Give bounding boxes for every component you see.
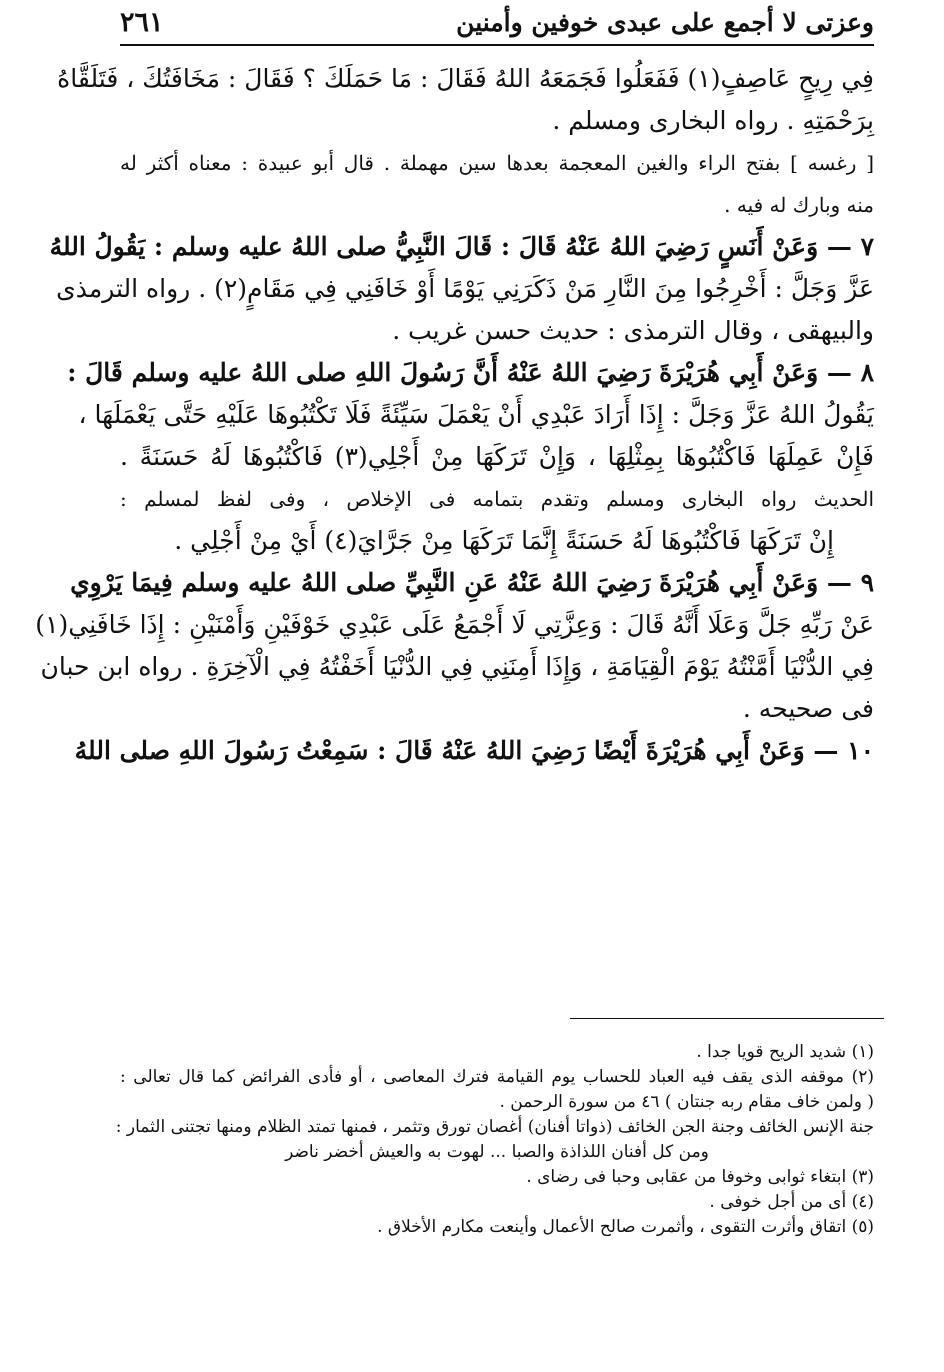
text-line: يَقُولُ اللهُ عَزَّ وَجَلَّ : إِذَا أَرَادَ عَبْدِي أَنْ يَعْمَلَ سَيِّئَةً فَلَا تَكْتُبُوهَا عَلَيْهِ حَتَّى يَعْمَلَهَا ، — [78, 400, 874, 429]
text-line: إِنْ تَرَكَهَا فَاكْتُبُوهَا لَهُ حَسَنَةً إِنَّمَا تَرَكَهَا مِنْ جَرَّايَ(٤) أَيْ مِنْ أَجْلِي . — [174, 526, 834, 555]
text-line: الحديث رواه البخارى ومسلم وتقدم بتمامه فى الإخلاص ، وفى لفظ لمسلم : — [120, 487, 874, 511]
header-rule — [120, 44, 874, 46]
footnote-verse: ومن كل أفنان اللذاذة والصبا ... لهوت به والعيش أخضر ناضر — [285, 1142, 709, 1162]
text-line: فى صحيحه . — [742, 694, 874, 723]
footnote-5: (٥) اتقاق وأثرت التقوى ، وأثمرت صالح الأعمال وأينعت مكارم الأخلاق . — [377, 1217, 874, 1237]
footnote-1: (١) شديد الريح قويا جدا . — [696, 1042, 874, 1062]
footnote-2-cont: ( ولمن خاف مقام ربه جنتان ) ٤٦ من سورة الرحمن . — [499, 1092, 874, 1112]
text-line: منه وبارك له فيه . — [724, 193, 874, 217]
hadith-10-line: ١٠ — وَعَنْ أَبِي هُرَيْرَةَ أَيْضًا رَضِيَ اللهُ عَنْهُ قَالَ : سَمِعْتُ رَسُولَ اللهِ صلى اللهُ — [74, 736, 874, 765]
page-number: ٢٦١ — [120, 6, 164, 38]
text-line: فَإِنْ عَمِلَهَا فَاكْتُبُوهَا بِمِثْلِهَا ، وَإِنْ تَرَكَهَا مِنْ أَجْلِي(٣) فَاكْتُبُوهَا لَهُ حَسَنَةً . — [120, 442, 874, 471]
hadith-9-line: ٩ — وَعَنْ أَبِي هُرَيْرَةَ رَضِيَ اللهُ عَنْهُ عَنِ النَّبِيِّ صلى اللهُ عليه وسلم فِيمَا يَرْوِي — [70, 568, 874, 597]
page-header — [120, 2, 874, 42]
text-line: فِي الدُّنْيَا أَمَّنْتُهُ يَوْمَ الْقِيَامَةِ ، وَإِذَا أَمِنَنِي فِي الدُّنْيَا أَخَفْتُهُ فِي الْآخِرَةِ . رواه ابن حبان — [40, 652, 874, 681]
footnote-rule — [570, 1018, 884, 1019]
footnote-2-cont: جنة الإنس الخائف وجنة الجن الخائف (ذواتا أفنان) أغصان تورق وتثمر ، فمنها تمتد الظلام ومنها تجتنى الثمار : — [115, 1117, 874, 1137]
footnote-4: (٤) أى من أجل خوفى . — [709, 1192, 874, 1212]
footnote-2: (٢) موقفه الذى يقف فيه العباد للحساب يوم القيامة فترك المعاصى ، أو فأدى الفرائض كما قال تعالى : — [120, 1067, 874, 1087]
text-line: عَنْ رَبِّهِ جَلَّ وَعَلَا أَنَّهُ قَالَ : وَعِزَّتِي لَا أَجْمَعُ عَلَى عَبْدِي خَوْفَيْنِ وَأَمْنَيْنِ : إِذَا خَافَنِي(١) — [35, 610, 874, 639]
running-title: وعزتى لا أجمع على عبدى خوفين وأمنين — [456, 7, 874, 37]
text-line: والبيهقى ، وقال الترمذى : حديث حسن غريب . — [392, 316, 874, 345]
footnote-3: (٣) ابتغاء ثوابى وخوفا من عقابى وحبا فى رضاى . — [526, 1167, 874, 1187]
text-line: [ رغسه ] بفتح الراء والغين المعجمة بعدها سين مهملة . قال أبو عبيدة : معناه أكثر له — [120, 151, 874, 175]
text-line: بِرَحْمَتِهِ . رواه البخارى ومسلم . — [552, 106, 874, 135]
footnotes — [115, 1040, 874, 1240]
hadith-8-line: ٨ — وَعَنْ أَبِي هُرَيْرَةَ رَضِيَ اللهُ عَنْهُ أَنَّ رَسُولَ اللهِ صلى اللهُ عليه وسلم قَالَ : — [67, 358, 874, 387]
text-line: فِي رِيحٍ عَاصِفٍ(١) فَفَعَلُوا فَجَمَعَهُ اللهُ فَقَالَ : مَا حَمَلَكَ ؟ فَقَالَ : مَخَافَتُكَ ، فَتَلَقَّاهُ — [57, 64, 874, 93]
text-line: عَزَّ وَجَلَّ : أَخْرِجُوا مِنَ النَّارِ مَنْ ذَكَرَنِي يَوْمًا أَوْ خَافَنِي فِي مَقَامٍ(٢) . رواه الترمذى — [56, 274, 874, 303]
main-text — [35, 58, 874, 772]
hadith-7-line: ٧ — وَعَنْ أَنَسٍ رَضِيَ اللهُ عَنْهُ قَالَ : قَالَ النَّبِيُّ صلى اللهُ عليه وسلم : يَقُولُ اللهُ — [49, 232, 874, 261]
